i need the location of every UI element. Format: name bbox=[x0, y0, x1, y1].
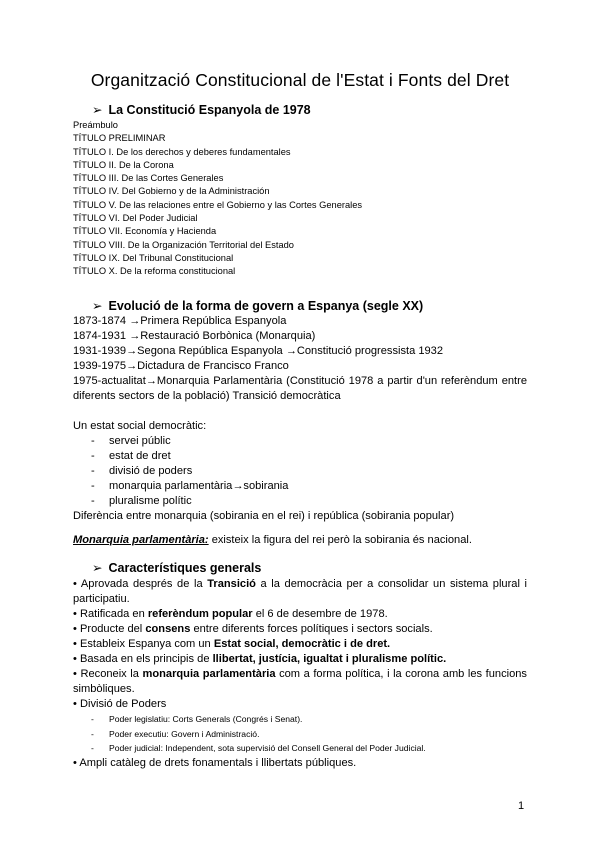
monarquia-label: Monarquia parlamentària: bbox=[73, 534, 209, 546]
estat-intro: Un estat social democràtic: bbox=[73, 420, 207, 432]
caracteristiques-list bbox=[73, 577, 527, 771]
bullet-icon: • bbox=[73, 756, 77, 769]
bullet-icon: • bbox=[73, 608, 77, 620]
estat-block bbox=[73, 419, 527, 524]
monarquia-text: existeix la figura del rei però la sobirania és nacional. bbox=[208, 534, 472, 546]
monarquia-definition bbox=[73, 533, 527, 548]
section-heading-constitucio: ➢ La Constitució Espanyola de 1978 bbox=[92, 103, 311, 117]
list-item: - Poder executiu: Govern i Administració. bbox=[73, 727, 527, 742]
poders-list bbox=[73, 712, 527, 756]
list-item: • Ratificada en referèndum popular el 6 de desembre de 1978. bbox=[73, 608, 388, 620]
list-item: TÍTULO VI. Del Poder Judicial bbox=[73, 213, 198, 224]
list-item: - Poder legislatiu: Corts Generals (Congrés i Senat). bbox=[73, 712, 527, 727]
list-item: TÍTULO II. De la Corona bbox=[73, 159, 174, 170]
list-item: - monarquia parlamentària→sobirania bbox=[73, 479, 527, 494]
list-item: TÍTULO IV. Del Gobierno y de la Administración bbox=[73, 186, 270, 197]
list-item: - servei públic bbox=[73, 434, 527, 449]
arrow-bullet-icon: ➢ bbox=[92, 299, 103, 313]
bullet-icon: • bbox=[73, 668, 77, 680]
bullet-icon: • bbox=[73, 638, 77, 650]
list-item: TÍTULO IX. Del Tribunal Constitucional bbox=[73, 252, 234, 263]
list-item: TÍTULO I. De los derechos y deberes fundamentales bbox=[73, 146, 291, 157]
list-item: - pluralisme polític bbox=[73, 494, 527, 509]
diferencia-text: Diferència entre monarquia (sobirania en el rei) i república (sobirania popular) bbox=[73, 510, 455, 522]
timeline-block bbox=[73, 314, 527, 404]
section-heading-evolucio: ➢ Evolució de la forma de govern a Espanya (segle XX) bbox=[92, 299, 424, 313]
list-item: TÍTULO PRELIMINAR bbox=[73, 133, 166, 144]
list-item: TÍTULO X. De la reforma constitucional bbox=[73, 266, 236, 277]
list-item: TÍTULO VII. Economía y Hacienda bbox=[73, 226, 217, 237]
bullet-icon: • bbox=[73, 653, 77, 665]
bullet-icon: • bbox=[73, 698, 77, 710]
list-item: TÍTULO VIII. De la Organización Territorial del Estado bbox=[73, 239, 294, 250]
document-title: Organització Constitucional de l'Estat i Fonts del Dret bbox=[90, 70, 510, 90]
timeline-item: 1874-1931 →Restauració Borbònica (Monarquia) bbox=[73, 330, 316, 342]
arrow-bullet-icon: ➢ bbox=[92, 561, 103, 575]
timeline-item: 1975-actualitat→Monarquia Parlamentària (Constitució 1978 a partir d'un referèndum entre diferents sectors de la població) Transició democràtica bbox=[73, 375, 527, 402]
bullet-icon: • bbox=[73, 623, 77, 635]
list-item: • Divisió de Poders - Poder legislatiu: Corts Generals (Congrés i Senat). - Poder executiu: Govern i Administració. - Poder judicial: Independent, sota supervisió del Consell General del Poder Judicial. bbox=[73, 697, 527, 756]
list-item: Preámbulo bbox=[73, 120, 118, 130]
bullet-icon: • bbox=[73, 578, 77, 590]
list-item: - estat de dret bbox=[73, 449, 527, 464]
list-item: TÍTULO V. De las relaciones entre el Gobierno y las Cortes Generales bbox=[73, 199, 363, 210]
list-item: • Estableix Espanya com un Estat social, democràtic i de dret. bbox=[73, 638, 391, 650]
list-item: • Reconeix la monarquia parlamentària com a forma política, i la corona amb les funcions simbòliques. bbox=[73, 668, 527, 695]
list-item: • Basada en els principis de llibertat, justícia, igualtat i pluralisme polític. bbox=[73, 653, 447, 665]
timeline-item: 1939-1975→Dictadura de Francisco Franco bbox=[73, 360, 289, 372]
constitution-titles-list bbox=[73, 119, 362, 279]
list-item: • Producte del consens entre diferents forces polítiques i sectors socials. bbox=[73, 623, 433, 635]
timeline-item: 1873-1874 →Primera República Espanyola bbox=[73, 315, 287, 327]
section-heading-caracteristiques: ➢ Característiques generals bbox=[92, 561, 262, 575]
timeline-item: 1931-1939→Segona República Espanyola →Constitució progressista 1932 bbox=[73, 345, 444, 357]
list-item: • Ampli catàleg de drets fonamentals i llibertats públiques. bbox=[73, 756, 357, 769]
list-item: • Aprovada després de la Transició a la democràcia per a consolidar un sistema plural i participatiu. bbox=[73, 578, 527, 605]
estat-list bbox=[73, 434, 527, 509]
page-number: 1 bbox=[518, 800, 525, 812]
list-item: - divisió de poders bbox=[73, 464, 527, 479]
list-item: TÍTULO III. De las Cortes Generales bbox=[73, 173, 224, 184]
arrow-bullet-icon: ➢ bbox=[92, 103, 103, 117]
list-item: - Poder judicial: Independent, sota supervisió del Consell General del Poder Judicial. bbox=[73, 741, 527, 756]
